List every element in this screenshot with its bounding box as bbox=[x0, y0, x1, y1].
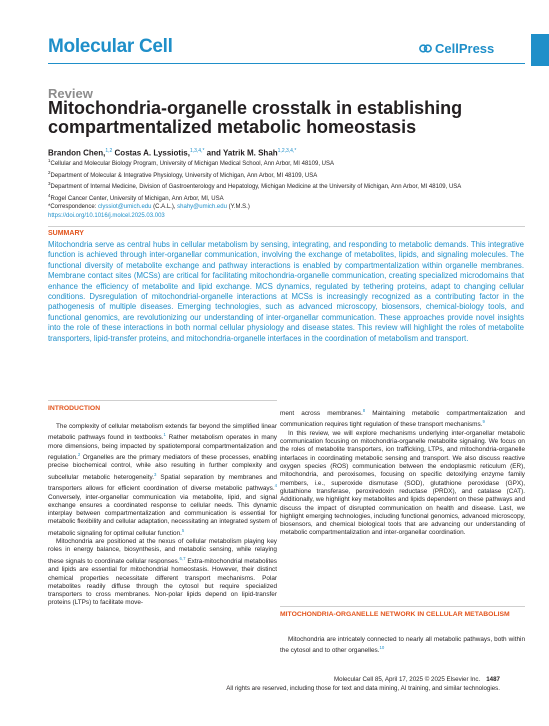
author-name: Costas A. Lyssiotis, bbox=[114, 148, 190, 158]
affiliation-number: 4 bbox=[48, 192, 51, 198]
affiliation bbox=[48, 192, 528, 204]
email-link[interactable]: clyssiot@umich.edu bbox=[98, 204, 152, 210]
citation-link[interactable]: 4 bbox=[274, 483, 277, 489]
citation-link[interactable]: 8 bbox=[362, 408, 366, 413]
paragraph: Mitochondria are positioned at the nexus of cellular metabolism playing key roles in energy balance, biosynthesis, and metabolic sensing, while relaying these signals to coordinate cellular responses.$^{6,7}$ Extra-mitochondrial metabolites and lipids are essential for mitochondrial homeostasis. However, their distinct chemical properties necessitate different transport mechanisms. Polar metabolites readily diffuse through the cytosol but require specialized transporters to cross membranes. Non-polar lipids depend on lipid-transfer proteins (LTPs) to facilitate move- bbox=[48, 538, 277, 607]
author-affiliation-marker: 1,3,4,* bbox=[189, 148, 205, 154]
citation-link[interactable]: 2 bbox=[77, 452, 81, 458]
affiliation-number: 3 bbox=[48, 181, 51, 186]
journal-name: Molecular Cell bbox=[48, 36, 173, 57]
author-name: and Yatrik M. Shah bbox=[206, 148, 278, 158]
brand-name: CellPress bbox=[435, 41, 495, 56]
mito-section-text bbox=[280, 636, 525, 656]
brand-logo bbox=[419, 41, 494, 56]
affiliation-text: Department of Molecular & Integrative Physiology, University of Michigan, Ann Arbor, MI 48109, USA bbox=[50, 172, 318, 179]
correspondence-end: (Y.M.S.) bbox=[226, 204, 250, 210]
affiliation-number: 1 bbox=[48, 158, 51, 163]
citation-link[interactable]: 9 bbox=[482, 419, 485, 425]
author-name: Brandon Chen, bbox=[48, 148, 106, 158]
affiliation-text: Department of Internal Medicine, Division of Gastroenterology and Hepatology, Michigan Medicine at the University of Michigan, Ann Arbor, MI 48109, USA bbox=[50, 184, 462, 190]
citation-text: Molecular Cell 85, April 17, 2025 © 2025 Elsevier Inc. bbox=[333, 676, 481, 683]
correspondence-mid: (C.A.L.), bbox=[151, 204, 178, 210]
edge-tab bbox=[531, 34, 549, 66]
summary-heading: SUMMARY bbox=[48, 230, 84, 237]
email-link[interactable]: shahy@umich.edu bbox=[177, 204, 227, 210]
intro-left-column bbox=[48, 423, 277, 608]
article-type: Review bbox=[48, 86, 93, 101]
footer-rights: All rights are reserved, including those for text and data mining, AI training, and similar technologies. bbox=[226, 685, 500, 692]
doi-link[interactable]: https://doi.org/10.1016/j.molcel.2025.03.003 bbox=[48, 212, 165, 219]
affiliation bbox=[48, 180, 528, 192]
page-number: 1487 bbox=[486, 676, 500, 683]
paragraph: The complexity of cellular metabolism extends far beyond the simplified linear metabolic pathways found in textbooks.$^1$ Rather metabolism operates in many more dimensions, being impacted by spatiotemporal compartmentalization and regulation.$^2$ Organelles are the primary mediators of these processes, enabling precise biochemical control, while also resulting in further complexity and subcellular metabolic heterogeneity.$^3$ Spatial separation by membranes and transporters allows for efficient coordination of diverse metabolic pathways.$^4$ Conversely, inter-organellar communication via metabolite, lipid, and signal exchange ensures a coordinated response to cellular needs. This dynamic interplay between compartmentalization and communication is essential for metabolic flexibility and cellular adaptation, necessitating an integrated system of metabolic signaling for optimal cellular function.$^5$ bbox=[48, 423, 277, 537]
introduction-heading: INTRODUCTION bbox=[48, 405, 101, 412]
intro-right-column bbox=[280, 407, 525, 538]
cellpress-logo-icon bbox=[419, 42, 432, 55]
header-divider bbox=[48, 63, 525, 64]
paragraph: In this review, we will explore mechanisms underlying inter-organellar metabolic communication focusing on mitochondria-organelle metabolite signaling. We focus on the roles of metabolite transporters, ion trafficking, LTPs, and mitochondria-organelle interfaces in coordinating metabolic sensing and transport. We also discuss reactive oxygen species (ROS) communication between the endoplasmic reticulum (ER), mitochondria, and peroxisomes, focusing on specific detoxifying enzyme family members, i.e., superoxide dismutase (SOD), glutathione peroxidase (GPX), glutathione transferase, peroxiredoxin reductase (PRDX), and catalase (CAT). Additionally, we highlight key metabolites and lipids dependent on these pathways and discuss the impact of disrupted communication on health and disease. Last, we highlight emerging technologies, including functional genomics, advanced microscopy, biosensors, and chemical biological tools that are advancing our understanding of metabolic compartmentalization and inter-organellar coordination. bbox=[280, 429, 525, 537]
mito-section-heading: MITOCHONDRIA-ORGANELLE NETWORK IN CELLULAR METABOLISM bbox=[280, 611, 510, 618]
affiliation-list bbox=[48, 157, 528, 203]
citation-link[interactable]: 5 bbox=[181, 527, 185, 533]
correspondence bbox=[48, 203, 528, 212]
summary-divider bbox=[48, 226, 525, 227]
citation-link[interactable]: 10 bbox=[379, 645, 385, 651]
intro-divider bbox=[48, 400, 277, 401]
affiliation-text: Cellular and Molecular Biology Program, University of Michigan Medical School, Ann Arbor, MI 48109, USA bbox=[50, 161, 334, 167]
citation-link[interactable]: 3 bbox=[153, 471, 157, 477]
author-affiliation-marker: 1,2,3,4,* bbox=[277, 148, 297, 154]
article-title: Mitochondria-organelle crosstalk in establishing compartmentalized metabolic homeostasis bbox=[48, 98, 463, 137]
footer-citation bbox=[334, 676, 500, 683]
citation-link[interactable]: 1 bbox=[163, 432, 166, 438]
paragraph: Mitochondria are intricately connected to nearly all metabolic pathways, both within the cytosol and to other organelles.$^{10}$ bbox=[280, 636, 525, 655]
affiliation bbox=[48, 169, 528, 181]
author-affiliation-marker: 1,2 bbox=[105, 148, 113, 154]
paragraph: ment across membranes.$^8$ Maintaining metabolic compartmentalization and communication requires tight regulation of these transport mechanisms.$^9$ bbox=[280, 408, 525, 429]
affiliation-number: 2 bbox=[48, 169, 51, 175]
affiliations bbox=[48, 157, 528, 220]
citation-link[interactable]: 6,7 bbox=[179, 555, 186, 561]
section-divider bbox=[280, 606, 525, 607]
summary-text: Mitochondria serve as central hubs in cellular metabolism by sensing, integrating, and responding to metabolic demands. This integrative function is achieved through inter-organellar communication, involving the exchange of metabolites, lipids, and signaling molecules. The functional diversity of metabolite exchange and pathway interactions is enabled by compartmentalization within organelle membranes. Membrane contact sites (MCSs) are critical for facilitating mitochondria-organelle communication, creating specialized microdomains that enhance the efficiency of metabolite and lipid exchange. MCS dynamics, regulated by tethering proteins, adapt to changing cellular conditions. Dysregulation of mitochondrial-organelle interactions at MCSs is increasingly recognized as a contributing factor in the pathogenesis of multiple diseases. Emerging technologies, such as advanced microscopy, biosensors, chemical-biology tools, and functional genomics, are revolutionizing our understanding of inter-organellar communication. These approaches provide novel insights into the role of these interactions in both normal cellular physiology and disease states. This review will highlight the roles of metabolite transporters, lipid-transfer proteins, and mitochondria-organelle interfaces in the coordination of metabolism and transport. bbox=[48, 240, 524, 343]
correspondence-label: *Correspondence: bbox=[48, 204, 99, 210]
affiliation-text: Rogel Cancer Center, University of Michigan, Ann Arbor, MI, USA bbox=[50, 195, 224, 202]
affiliation bbox=[48, 157, 528, 169]
